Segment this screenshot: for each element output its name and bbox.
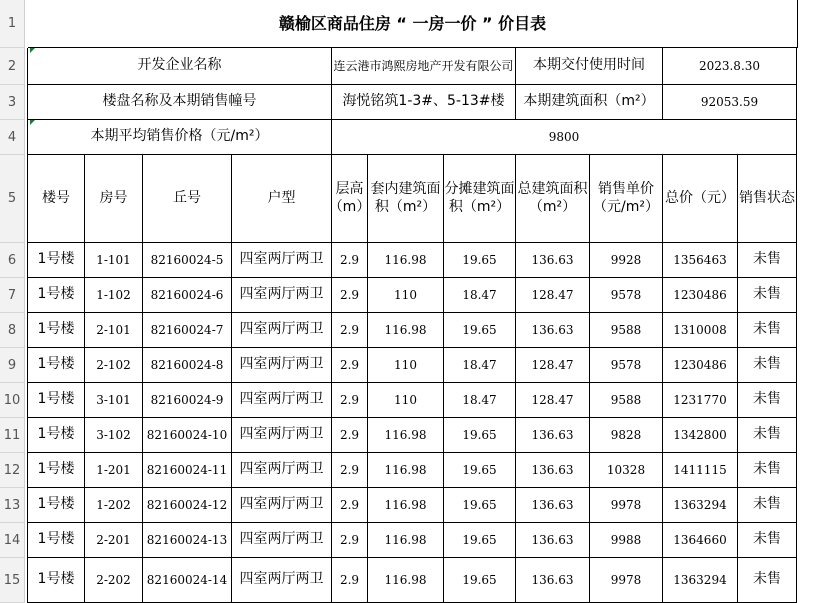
cell-sale-status[interactable]: 未售 (738, 558, 797, 603)
cell-shared-area[interactable]: 19.65 (444, 313, 516, 348)
column-header[interactable]: 房号 (85, 155, 143, 243)
cell-unit-price[interactable]: 10328 (590, 453, 663, 488)
cell-layout[interactable]: 四室两厅两卫 (232, 418, 332, 453)
page-title[interactable]: 赣榆区商品住房 “ 一房一价 ” 价目表 (28, 0, 797, 48)
avg-price-value[interactable]: 9800 (332, 120, 797, 155)
cell-room[interactable]: 2-102 (85, 348, 143, 383)
row-number[interactable]: 14 (0, 523, 24, 558)
row-number[interactable]: 5 (0, 155, 24, 243)
developer-label[interactable]: 开发企业名称 (28, 48, 332, 85)
row-number[interactable]: 13 (0, 488, 24, 523)
row-number[interactable]: 7 (0, 278, 24, 313)
developer-value[interactable]: 连云港市鸿熙房地产开发有限公司 (332, 48, 516, 85)
cell-sale-status[interactable]: 未售 (738, 488, 797, 523)
cell-room[interactable]: 1-202 (85, 488, 143, 523)
cell-sale-status[interactable]: 未售 (738, 418, 797, 453)
cell-floor-height[interactable]: 2.9 (332, 523, 368, 558)
column-header[interactable]: 销售单价（元/m²） (590, 155, 663, 243)
cell-room[interactable]: 2-101 (85, 313, 143, 348)
cell-sale-status[interactable]: 未售 (738, 383, 797, 418)
cell-building[interactable]: 1号楼 (28, 418, 85, 453)
cell-total-area[interactable]: 136.63 (516, 488, 590, 523)
cell-shared-area[interactable]: 18.47 (444, 348, 516, 383)
row-number[interactable]: 10 (0, 383, 24, 418)
cell-floor-height[interactable]: 2.9 (332, 383, 368, 418)
cell-layout[interactable]: 四室两厅两卫 (232, 313, 332, 348)
cell-unit-price[interactable]: 9578 (590, 278, 663, 313)
column-header[interactable]: 套内建筑面积（m²） (368, 155, 444, 243)
cell-sale-status[interactable]: 未售 (738, 523, 797, 558)
delivery-date-value[interactable]: 2023.8.30 (663, 48, 797, 85)
row-number[interactable]: 6 (0, 243, 24, 278)
cell-layout[interactable]: 四室两厅两卫 (232, 348, 332, 383)
cell-room[interactable]: 1-201 (85, 453, 143, 488)
cell-total-area[interactable]: 136.63 (516, 418, 590, 453)
column-header[interactable]: 楼号 (28, 155, 85, 243)
title-right-border (797, 0, 798, 48)
cell-total-price[interactable]: 1342800 (663, 418, 738, 453)
cell-floor-height[interactable]: 2.9 (332, 348, 368, 383)
cell-layout[interactable]: 四室两厅两卫 (232, 558, 332, 603)
cell-layout[interactable]: 四室两厅两卫 (232, 278, 332, 313)
avg-price-label[interactable]: 本期平均销售价格（元/m²） (28, 120, 332, 155)
row-number[interactable]: 9 (0, 348, 24, 383)
cell-note-marker-icon (30, 48, 35, 53)
cell-unit-price[interactable]: 9978 (590, 558, 663, 603)
project-value[interactable]: 海悦铭筑1-3#、5-13#楼 (332, 85, 516, 120)
row-number[interactable]: 4 (0, 120, 24, 155)
cell-floor-height[interactable]: 2.9 (332, 558, 368, 603)
cell-room[interactable]: 2-201 (85, 523, 143, 558)
column-header[interactable]: 总价（元） (663, 155, 738, 243)
cell-total-area[interactable]: 136.63 (516, 523, 590, 558)
delivery-date-label[interactable]: 本期交付使用时间 (516, 48, 663, 85)
cell-inner-area[interactable]: 110 (368, 383, 444, 418)
cell-building[interactable]: 1号楼 (28, 313, 85, 348)
column-header[interactable]: 层高（m） (332, 155, 368, 243)
cell-inner-area[interactable]: 116.98 (368, 523, 444, 558)
cell-shared-area[interactable]: 18.47 (444, 383, 516, 418)
project-label[interactable]: 楼盘名称及本期销售幢号 (28, 85, 332, 120)
cell-note-marker-icon (30, 120, 35, 125)
cell-layout[interactable]: 四室两厅两卫 (232, 243, 332, 278)
cell-parcel-id[interactable]: 82160024-9 (143, 383, 232, 418)
row-header-column (0, 0, 25, 603)
row-number[interactable]: 3 (0, 85, 24, 120)
cell-sale-status[interactable]: 未售 (738, 453, 797, 488)
cell-parcel-id[interactable]: 82160024-7 (143, 313, 232, 348)
cell-parcel-id[interactable]: 82160024-6 (143, 278, 232, 313)
cell-unit-price[interactable]: 9978 (590, 488, 663, 523)
cell-unit-price[interactable]: 9828 (590, 418, 663, 453)
cell-total-price[interactable]: 1230486 (663, 278, 738, 313)
building-area-label[interactable]: 本期建筑面积（m²） (516, 85, 663, 120)
cell-layout[interactable]: 四室两厅两卫 (232, 383, 332, 418)
cell-total-area[interactable]: 136.63 (516, 558, 590, 603)
cell-room[interactable]: 1-101 (85, 243, 143, 278)
cell-unit-price[interactable]: 9588 (590, 383, 663, 418)
row-number[interactable]: 1 (0, 0, 24, 48)
cell-inner-area[interactable]: 116.98 (368, 558, 444, 603)
cell-total-area[interactable]: 128.47 (516, 348, 590, 383)
cell-total-price[interactable]: 1363294 (663, 488, 738, 523)
cell-building[interactable]: 1号楼 (28, 523, 85, 558)
cell-building[interactable]: 1号楼 (28, 348, 85, 383)
cell-shared-area[interactable]: 19.65 (444, 418, 516, 453)
cell-room[interactable]: 3-102 (85, 418, 143, 453)
cell-parcel-id[interactable]: 82160024-14 (143, 558, 232, 603)
cell-building[interactable]: 1号楼 (28, 243, 85, 278)
cell-sale-status[interactable]: 未售 (738, 243, 797, 278)
cell-parcel-id[interactable]: 82160024-12 (143, 488, 232, 523)
cell-building[interactable]: 1号楼 (28, 558, 85, 603)
cell-layout[interactable]: 四室两厅两卫 (232, 523, 332, 558)
cell-total-price[interactable]: 1230486 (663, 348, 738, 383)
cell-total-price[interactable]: 1364660 (663, 523, 738, 558)
cell-total-price[interactable]: 1356463 (663, 243, 738, 278)
cell-inner-area[interactable]: 116.98 (368, 488, 444, 523)
cell-total-price[interactable]: 1411115 (663, 453, 738, 488)
column-header[interactable]: 户型 (232, 155, 332, 243)
cell-floor-height[interactable]: 2.9 (332, 313, 368, 348)
row-number[interactable]: 15 (0, 558, 24, 603)
column-header[interactable]: 丘号 (143, 155, 232, 243)
cell-parcel-id[interactable]: 82160024-11 (143, 453, 232, 488)
cell-shared-area[interactable]: 18.47 (444, 278, 516, 313)
row-number[interactable]: 2 (0, 48, 24, 85)
cell-shared-area[interactable]: 19.65 (444, 523, 516, 558)
row-number[interactable]: 11 (0, 418, 24, 453)
cell-room[interactable]: 1-102 (85, 278, 143, 313)
cell-inner-area[interactable]: 110 (368, 348, 444, 383)
cell-building[interactable]: 1号楼 (28, 488, 85, 523)
cell-unit-price[interactable]: 9578 (590, 348, 663, 383)
cell-building[interactable]: 1号楼 (28, 383, 85, 418)
cell-total-area[interactable]: 136.63 (516, 313, 590, 348)
cell-total-area[interactable]: 136.63 (516, 243, 590, 278)
column-header[interactable]: 销售状态 (738, 155, 797, 243)
cell-parcel-id[interactable]: 82160024-10 (143, 418, 232, 453)
cell-inner-area[interactable]: 116.98 (368, 243, 444, 278)
cell-floor-height[interactable]: 2.9 (332, 243, 368, 278)
cell-total-area[interactable]: 128.47 (516, 383, 590, 418)
cell-sale-status[interactable]: 未售 (738, 313, 797, 348)
row-number[interactable]: 12 (0, 453, 24, 488)
cell-unit-price[interactable]: 9928 (590, 243, 663, 278)
cell-layout[interactable]: 四室两厅两卫 (232, 453, 332, 488)
cell-inner-area[interactable]: 116.98 (368, 418, 444, 453)
cell-total-price[interactable]: 1310008 (663, 313, 738, 348)
cell-floor-height[interactable]: 2.9 (332, 418, 368, 453)
cell-sale-status[interactable]: 未售 (738, 348, 797, 383)
cell-room[interactable]: 3-101 (85, 383, 143, 418)
cell-shared-area[interactable]: 19.65 (444, 488, 516, 523)
table-area (25, 0, 817, 603)
cell-shared-area[interactable]: 19.65 (444, 243, 516, 278)
cell-shared-area[interactable]: 19.65 (444, 453, 516, 488)
cell-building[interactable]: 1号楼 (28, 278, 85, 313)
cell-inner-area[interactable]: 110 (368, 278, 444, 313)
cell-room[interactable]: 2-202 (85, 558, 143, 603)
cell-total-price[interactable]: 1363294 (663, 558, 738, 603)
cell-parcel-id[interactable]: 82160024-8 (143, 348, 232, 383)
cell-shared-area[interactable]: 19.65 (444, 558, 516, 603)
cell-floor-height[interactable]: 2.9 (332, 488, 368, 523)
cell-total-area[interactable]: 136.63 (516, 453, 590, 488)
column-header[interactable]: 分摊建筑面积（m²） (444, 155, 516, 243)
cell-total-area[interactable]: 128.47 (516, 278, 590, 313)
cell-sale-status[interactable]: 未售 (738, 278, 797, 313)
cell-unit-price[interactable]: 9988 (590, 523, 663, 558)
cell-inner-area[interactable]: 116.98 (368, 313, 444, 348)
cell-floor-height[interactable]: 2.9 (332, 453, 368, 488)
cell-parcel-id[interactable]: 82160024-5 (143, 243, 232, 278)
cell-layout[interactable]: 四室两厅两卫 (232, 488, 332, 523)
cell-building[interactable]: 1号楼 (28, 453, 85, 488)
cell-unit-price[interactable]: 9588 (590, 313, 663, 348)
building-area-value[interactable]: 92053.59 (663, 85, 797, 120)
cell-total-price[interactable]: 1231770 (663, 383, 738, 418)
cell-inner-area[interactable]: 116.98 (368, 453, 444, 488)
row-number[interactable]: 8 (0, 313, 24, 348)
cell-parcel-id[interactable]: 82160024-13 (143, 523, 232, 558)
column-header[interactable]: 总建筑面积（m²） (516, 155, 590, 243)
cell-floor-height[interactable]: 2.9 (332, 278, 368, 313)
